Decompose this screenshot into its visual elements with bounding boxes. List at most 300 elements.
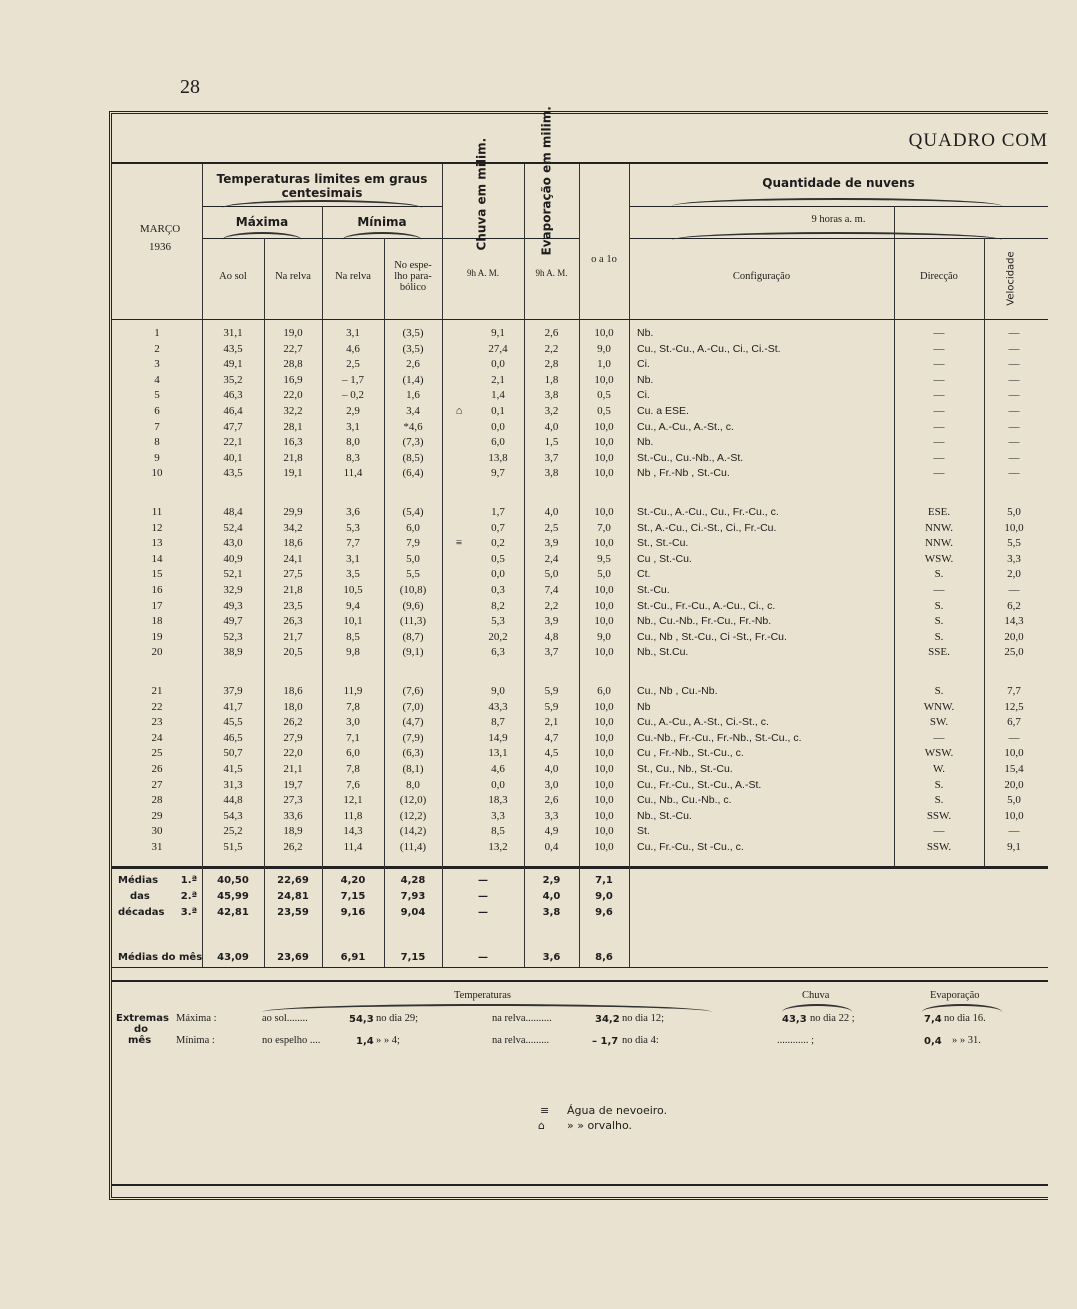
cell-ao-sol: 31,1 (223, 327, 243, 339)
cell-na-relva-max: 21,8 (283, 584, 303, 596)
cell-velocidade: 6,7 (1007, 716, 1021, 729)
ext-label-3: mês (128, 1035, 152, 1046)
cell-direccao: — (933, 825, 945, 838)
chuva-header: Chuva em milim. (474, 137, 489, 251)
cell-espelho: (11,4) (399, 841, 427, 853)
cell-velocidade: 3,3 (1007, 552, 1021, 565)
cell-na-relva-min: 7,8 (346, 763, 360, 775)
cell-direccao: S. (934, 685, 944, 697)
na-relva-max-header: Na relva (275, 271, 311, 282)
cell-ao-sol: 41,7 (223, 700, 243, 713)
cell-espelho: 6,0 (406, 521, 420, 534)
legend-nevoeiro: Água de nevoeiro. (567, 1104, 668, 1117)
cell-chuva: 43,3 (488, 700, 508, 713)
cell-ao-sol: 52,1 (223, 568, 243, 581)
ext-max-relva-day: no dia 12; (622, 1013, 664, 1024)
cell-espelho: (7,9) (402, 731, 424, 744)
cell-chuva: 13,1 (488, 747, 508, 760)
ext-max-relva-value: 34,2 (595, 1014, 620, 1025)
cell-configuracao: St.-Cu., A.-Cu., Cu., Fr.-Cu., c. (637, 506, 779, 518)
cell-direccao: — (933, 467, 945, 480)
cell-ao-sol: 46,5 (223, 731, 243, 744)
cell-na-relva-min: 10,5 (343, 584, 363, 596)
cell-configuracao: Cu., Nb , Cu.-Nb. (637, 685, 718, 697)
cell-nebulosidade: 10,0 (594, 794, 614, 807)
table-frame (109, 106, 1048, 1200)
cell-configuracao: Cu., Nb , St.-Cu., Ci -St., Fr.-Cu. (637, 630, 787, 643)
table-row (112, 810, 1048, 825)
cell-chuva: 0,3 (491, 584, 505, 596)
cell-velocidade: — (1008, 342, 1020, 355)
cell-chuva: 13,2 (488, 841, 508, 853)
cell-na-relva-max: 24,1 (283, 552, 303, 565)
avg-cell: 23,59 (277, 907, 309, 918)
table-row (112, 522, 1048, 537)
cell-evaporacao: 4,0 (544, 763, 559, 775)
table-row (112, 452, 1048, 467)
cell-direccao: S. (934, 778, 944, 791)
cell-configuracao: Cu , St.-Cu. (637, 552, 692, 565)
avg-cell: — (478, 875, 488, 886)
cell-ao-sol: 46,3 (223, 389, 243, 402)
cell-configuracao: St.-Cu., Cu.-Nb., A.-St. (637, 451, 744, 464)
cell-direccao: W. (932, 763, 946, 775)
cell-na-relva-max: 28,1 (283, 420, 303, 433)
cell-espelho: 7,9 (406, 537, 420, 550)
ext-minima: Mínima : (176, 1035, 215, 1046)
cell-direccao: S. (934, 794, 944, 807)
cell-nebulosidade: 10,0 (594, 809, 614, 822)
cell-day: 15 (151, 568, 163, 581)
cell-ao-sol: 49,3 (223, 599, 243, 612)
avg-cell: 3,8 (542, 907, 561, 918)
cell-configuracao: Nb., Cu.-Nb., Fr.-Cu., Fr.-Nb. (637, 615, 772, 628)
cell-espelho: (6,3) (402, 747, 424, 760)
cell-velocidade: 10,0 (1004, 809, 1024, 822)
cell-espelho: 3,4 (406, 405, 420, 417)
cell-na-relva-max: 34,2 (283, 521, 303, 534)
table-row (112, 553, 1048, 568)
cell-espelho: 1,6 (406, 389, 420, 402)
cell-na-relva-min: 11,9 (343, 685, 363, 697)
table-row (112, 405, 1048, 420)
cell-nebulosidade: 10,0 (594, 467, 614, 480)
cell-direccao: SW. (929, 716, 949, 729)
cell-evaporacao: 3,7 (544, 646, 559, 659)
ext-max-evap-day: no dia 16. (944, 1013, 986, 1024)
cell-na-relva-min: 8,5 (346, 630, 360, 643)
cell-day: 8 (154, 436, 160, 449)
cell-velocidade: — (1008, 436, 1020, 449)
cell-na-relva-max: 19,0 (283, 327, 303, 339)
cell-velocidade: 20,0 (1004, 778, 1024, 791)
cell-na-relva-max: 32,2 (283, 405, 303, 417)
ext-min-esp-label: no espelho .... (262, 1035, 321, 1046)
table-row (112, 467, 1048, 482)
cell-velocidade: 15,4 (1004, 763, 1024, 775)
ext-min-chuva: ............ ; (777, 1035, 815, 1046)
average-row (112, 907, 1048, 922)
avg-cell: 2.ª (180, 891, 198, 902)
cell-espelho: 2,6 (406, 358, 420, 371)
cell-espelho: (14,2) (399, 825, 427, 838)
cell-espelho: (12,0) (399, 794, 427, 807)
cell-nebulosidade: 10,0 (594, 599, 614, 612)
evap-time: 9h A. M. (535, 268, 568, 278)
month-average (112, 952, 1048, 967)
cell-na-relva-max: 18,0 (283, 700, 303, 713)
cell-direccao: — (933, 731, 945, 744)
cell-evaporacao: 3,8 (544, 467, 559, 480)
table-row (112, 358, 1048, 373)
table-row (112, 685, 1048, 700)
cell-direccao: — (933, 389, 945, 402)
avg-cell: 4,28 (400, 875, 426, 886)
cell-chuva-symbol: ≡ (455, 537, 463, 550)
cell-chuva: 20,2 (488, 630, 508, 643)
cell-na-relva-min: 9,4 (346, 599, 360, 612)
cell-direccao: — (933, 405, 945, 417)
cell-velocidade: 2,0 (1007, 568, 1021, 581)
average-row (112, 891, 1048, 906)
cell-na-relva-min: 2,9 (346, 405, 360, 417)
cell-ao-sol: 37,9 (223, 685, 243, 697)
cell-configuracao: Nb , Fr.-Nb , St.-Cu. (637, 467, 730, 480)
cell-ao-sol: 40,1 (223, 451, 243, 464)
ext-maxima: Máxima : (176, 1013, 217, 1024)
cell-espelho: (4,7) (402, 716, 424, 729)
cell-nebulosidade: 10,0 (594, 327, 614, 339)
ext-max-relva-label: na relva.......... (492, 1013, 552, 1024)
cell-chuva: 0,2 (491, 537, 505, 550)
cell-nebulosidade: 10,0 (594, 747, 614, 760)
cell-chuva: 3,3 (491, 809, 505, 822)
cell-espelho: (6,4) (402, 467, 424, 480)
table-row (112, 421, 1048, 436)
cell-chuva: 9,0 (491, 685, 505, 697)
cell-day: 19 (151, 630, 163, 643)
cell-velocidade: 5,5 (1007, 537, 1021, 550)
cell-nebulosidade: 9,0 (597, 630, 611, 643)
cell-espelho: (8,7) (402, 630, 424, 643)
cell-velocidade: 10,0 (1004, 521, 1024, 534)
cell-nebulosidade: 0,5 (597, 405, 611, 417)
cell-velocidade: 5,0 (1007, 794, 1021, 807)
cell-nebulosidade: 6,0 (597, 685, 611, 697)
table-row (112, 374, 1048, 389)
cell-evaporacao: 2,4 (544, 552, 559, 565)
cell-velocidade: — (1008, 389, 1020, 402)
minima-header: Mínima (357, 215, 407, 229)
cell-na-relva-max: 27,9 (283, 731, 303, 744)
ext-chuva: Chuva (802, 990, 830, 1001)
cell-day: 5 (154, 389, 160, 402)
cell-na-relva-min: 3,6 (346, 506, 360, 518)
cell-na-relva-max: 18,6 (283, 685, 303, 697)
cell-configuracao: Nb., St.Cu. (637, 646, 689, 659)
cell-ao-sol: 38,9 (223, 646, 243, 659)
cell-velocidade: — (1008, 584, 1020, 596)
cell-evaporacao: 3,2 (544, 405, 559, 417)
cell-day: 6 (154, 405, 160, 417)
avg-cell: 9,16 (340, 907, 366, 918)
cell-chuva: 0,7 (491, 521, 505, 534)
cell-nebulosidade: 10,0 (594, 763, 614, 775)
cell-na-relva-max: 27,5 (283, 568, 303, 581)
cell-day: 14 (151, 552, 163, 565)
cell-na-relva-min: 8,3 (346, 451, 360, 464)
cell-configuracao: St., St.-Cu. (637, 537, 689, 550)
cell-day: 29 (151, 809, 163, 822)
table-row (112, 631, 1048, 646)
cell-espelho: 5,5 (406, 568, 420, 581)
cell-evaporacao: 4,7 (544, 731, 559, 744)
cell-na-relva-max: 19,7 (283, 778, 303, 791)
table-row (112, 506, 1048, 521)
cell-velocidade: — (1008, 451, 1020, 464)
table-row (112, 537, 1048, 552)
table-row (112, 343, 1048, 358)
cell-evaporacao: 2,2 (544, 599, 559, 612)
cell-ao-sol: 40,9 (223, 552, 243, 565)
table-row (112, 841, 1048, 856)
cell-espelho: (3,5) (402, 327, 424, 339)
cell-configuracao: Cu., Nb., Cu.-Nb., c. (637, 794, 732, 807)
cell-direccao: SSW. (926, 809, 952, 822)
cell-direccao: — (933, 451, 945, 464)
cell-na-relva-max: 28,8 (283, 358, 303, 371)
cell-nebulosidade: 10,0 (594, 537, 614, 550)
table-row (112, 763, 1048, 778)
table-row (112, 716, 1048, 731)
cell-ao-sol: 22,1 (223, 436, 243, 449)
cell-chuva: 1,7 (491, 506, 505, 518)
month-label: MARÇO (139, 223, 181, 235)
cell-chuva: 14,9 (488, 731, 508, 744)
cell-day: 20 (151, 646, 163, 659)
cell-na-relva-min: 3,1 (346, 420, 360, 433)
ext-min-esp-value: 1,4 (356, 1036, 374, 1047)
cell-chuva: 2,1 (491, 373, 505, 386)
cell-configuracao: Ct. (637, 568, 651, 581)
cell-direccao: — (933, 342, 945, 355)
cell-ao-sol: 48,4 (223, 506, 243, 518)
cell-na-relva-min: 7,8 (346, 700, 360, 713)
cell-velocidade: 5,0 (1007, 506, 1021, 518)
cell-configuracao: Ci. (637, 389, 650, 402)
cell-na-relva-min: 2,5 (346, 358, 360, 371)
cell-chuva: 8,7 (491, 716, 505, 729)
scale-header: o a 1o (591, 254, 617, 265)
table-row (112, 779, 1048, 794)
cell-nebulosidade: 10,0 (594, 841, 614, 853)
table-row (112, 747, 1048, 762)
cell-day: 22 (151, 700, 163, 713)
cell-direccao: — (933, 373, 945, 386)
cell-nebulosidade: 10,0 (594, 731, 614, 744)
direccao-header: Direcção (920, 271, 958, 282)
cell-espelho: (7,0) (402, 700, 424, 713)
espelho-header: No espe- lho para- bólico (394, 260, 432, 293)
cell-day: 9 (154, 451, 160, 464)
cell-na-relva-max: 19,1 (283, 467, 303, 480)
cell-nebulosidade: 7,0 (597, 521, 611, 534)
cell-espelho: (9,6) (402, 599, 424, 612)
cell-na-relva-max: 29,9 (283, 506, 303, 518)
cell-day: 7 (154, 420, 160, 433)
cell-direccao: — (933, 420, 945, 433)
cell-configuracao: Nb., St.-Cu. (637, 809, 692, 822)
cell-chuva: 8,5 (491, 825, 505, 838)
nuvens-header: Quantidade de nuvens (762, 176, 915, 190)
month-avg-cell: 6,91 (340, 952, 366, 963)
cell-na-relva-max: 20,5 (283, 646, 303, 659)
cell-na-relva-min: 11,4 (343, 841, 363, 853)
cell-espelho: (8,1) (402, 763, 424, 775)
cell-direccao: S. (934, 615, 944, 628)
cell-configuracao: Ci. (637, 358, 650, 371)
cell-direccao: — (933, 358, 945, 371)
cell-day: 27 (151, 778, 163, 791)
cell-na-relva-max: 26,3 (283, 615, 303, 628)
cell-chuva-symbol: ⌂ (455, 405, 463, 417)
cell-na-relva-max: 18,9 (283, 825, 303, 838)
cell-espelho: (7,6) (402, 685, 424, 697)
cell-nebulosidade: 10,0 (594, 506, 614, 518)
cell-nebulosidade: 1,0 (597, 358, 611, 371)
ext-min-esp-day: » » 4; (376, 1035, 400, 1046)
cell-na-relva-min: 10,1 (343, 615, 363, 628)
cell-direccao: S. (934, 599, 944, 612)
cell-day: 10 (151, 467, 163, 480)
cell-direccao: — (933, 327, 945, 339)
evaporacao-header: Evaporação em milim. (539, 106, 554, 256)
table-row (112, 584, 1048, 599)
cell-day: 26 (151, 763, 163, 775)
cell-chuva: 0,1 (491, 405, 505, 417)
ext-min-relva-day: no dia 4: (622, 1035, 659, 1046)
cell-ao-sol: 43,5 (223, 467, 243, 480)
cell-evaporacao: 3,3 (544, 809, 559, 822)
cell-configuracao: Cu., St.-Cu., A.-Cu., Ci., Ci.-St. (637, 342, 781, 355)
table-row (112, 568, 1048, 583)
avg-label-decadas: décadas (118, 907, 165, 918)
cell-velocidade: 12,5 (1004, 700, 1024, 713)
ext-max-sol-value: 54,3 (349, 1014, 374, 1025)
cell-direccao: ESE. (927, 506, 951, 518)
cell-evaporacao: 5,0 (544, 568, 559, 581)
cell-nebulosidade: 10,0 (594, 700, 614, 713)
cell-velocidade: 20,0 (1004, 630, 1024, 643)
cell-chuva: 13,8 (488, 451, 508, 464)
cell-na-relva-max: 18,6 (283, 537, 303, 550)
cell-direccao: — (933, 584, 945, 596)
cell-configuracao: Nb. (637, 327, 654, 339)
cell-ao-sol: 49,7 (223, 615, 243, 628)
cell-nebulosidade: 10,0 (594, 615, 614, 628)
cell-evaporacao: 3,9 (544, 615, 559, 628)
cell-na-relva-max: 16,9 (283, 373, 303, 386)
ext-evaporacao: Evaporação (930, 990, 980, 1001)
cell-chuva: 0,0 (491, 778, 505, 791)
cell-evaporacao: 4,0 (544, 506, 559, 518)
na-relva-min-header: Na relva (335, 271, 371, 282)
cell-na-relva-max: 21,1 (283, 763, 303, 775)
cell-espelho: 8,0 (406, 778, 420, 791)
cell-espelho: (5,4) (402, 506, 424, 518)
table-row (112, 825, 1048, 840)
year-label: 1936 (149, 241, 171, 253)
cell-velocidade: 14,3 (1004, 615, 1024, 628)
cell-day: 11 (151, 506, 163, 518)
cell-na-relva-min: 12,1 (343, 794, 363, 807)
avg-cell: — (478, 891, 488, 902)
cell-configuracao: Nb (637, 700, 651, 713)
avg-cell: 24,81 (277, 891, 309, 902)
cell-velocidade: — (1008, 358, 1020, 371)
cell-chuva: 9,1 (491, 327, 505, 339)
cell-na-relva-max: 33,6 (283, 809, 303, 822)
cell-velocidade: 9,1 (1007, 841, 1021, 853)
cell-ao-sol: 52,4 (223, 521, 243, 534)
cell-direccao: — (933, 436, 945, 449)
configuracao-header: Configuração (732, 271, 791, 282)
cell-na-relva-min: 7,1 (346, 731, 360, 744)
cell-velocidade: — (1008, 420, 1020, 433)
cell-chuva: 5,3 (491, 615, 505, 628)
avg-cell: 2,9 (542, 875, 561, 886)
cell-day: 30 (151, 825, 163, 838)
cell-day: 24 (151, 731, 163, 744)
cell-espelho: (1,4) (402, 373, 424, 386)
cell-velocidade: 6,2 (1007, 599, 1021, 612)
cell-evaporacao: 2,5 (544, 521, 559, 534)
avg-cell: 40,50 (217, 875, 249, 886)
cell-ao-sol: 54,3 (223, 809, 243, 822)
legend-orvalho: » » orvalho. (567, 1119, 633, 1132)
cell-evaporacao: 4,0 (544, 420, 559, 433)
cell-espelho: *4,6 (403, 420, 423, 433)
avg-cell: 22,69 (277, 875, 309, 886)
cell-nebulosidade: 9,5 (597, 552, 611, 565)
cell-configuracao: Cu., A.-Cu., A.-St., c. (637, 420, 734, 433)
cell-day: 28 (151, 794, 163, 807)
cell-na-relva-min: 8,0 (346, 436, 360, 449)
cell-na-relva-max: 27,3 (283, 794, 303, 807)
cell-configuracao: St., A.-Cu., Ci.-St., Ci., Fr.-Cu. (637, 521, 777, 534)
cell-velocidade: 10,0 (1004, 747, 1024, 760)
table-row (112, 327, 1048, 342)
cell-evaporacao: 4,5 (544, 747, 559, 760)
cell-day: 16 (151, 584, 163, 596)
cell-velocidade: — (1008, 405, 1020, 417)
cell-configuracao: St.-Cu. (637, 584, 670, 596)
cell-direccao: S. (934, 630, 944, 643)
cell-espelho: (10,8) (399, 584, 427, 596)
cell-ao-sol: 44,8 (223, 794, 243, 807)
avg-cell: — (478, 907, 488, 918)
cell-evaporacao: 1,5 (544, 436, 559, 449)
ext-min-relva-label: na relva......... (492, 1035, 550, 1046)
cell-na-relva-min: 9,8 (346, 646, 360, 659)
cell-na-relva-min: 3,5 (346, 568, 360, 581)
cell-na-relva-min: 14,3 (343, 825, 363, 838)
cell-na-relva-max: 26,2 (283, 716, 303, 729)
cell-espelho: (9,1) (402, 646, 424, 659)
cell-configuracao: Cu. a ESE. (637, 405, 689, 417)
cell-configuracao: St.-Cu., Fr.-Cu., A.-Cu., Ci., c. (637, 599, 776, 612)
cell-velocidade: — (1008, 373, 1020, 386)
